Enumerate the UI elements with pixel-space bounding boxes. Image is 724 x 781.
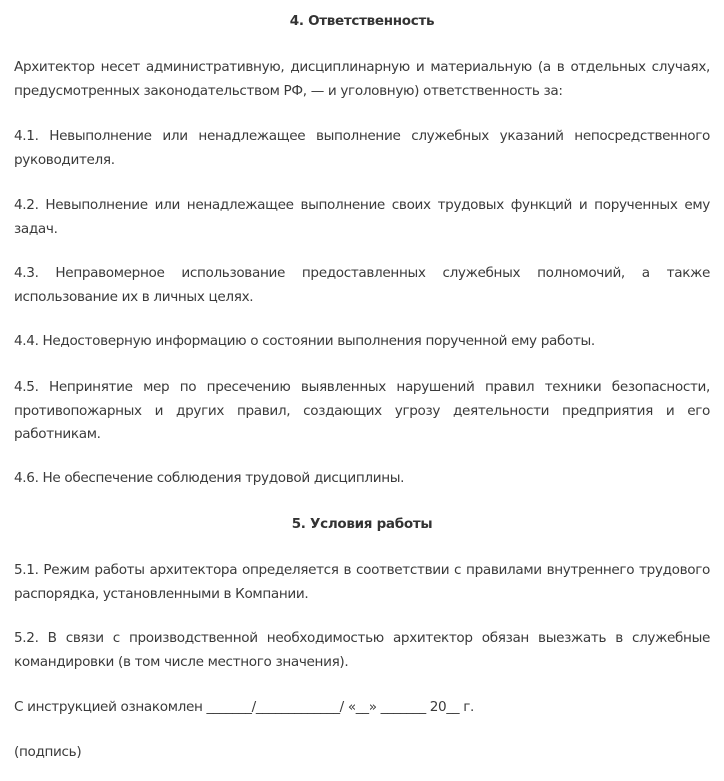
clause-4-5: 4.5. Непринятие мер по пресечению выявленных нарушений правил техники безопасности, противопожарных и других правил, создающих угрозу деятельности предприятия и его работникам. (14, 379, 710, 442)
section-4-intro: Архитектор несет административную, дисциплинарную и материальную (а в отдельных случаях, предусмотренных законодательством РФ, — и уголовную) ответственность за: (14, 59, 710, 99)
section-5-title: 5. Условия работы (291, 516, 433, 532)
clause-5-2: 5.2. В связи с производственной необходимостью архитектор обязан выезжать в служебные командировки (в том числе местного значения). (14, 630, 710, 670)
clause-4-6: 4.6. Не обеспечение соблюдения трудовой дисциплины. (14, 470, 405, 486)
signature-note: (подпись) (14, 744, 82, 760)
acknowledgement-line: С инструкцией ознакомлен _______/_____________/ «__» _______ 20__ г. (14, 699, 474, 715)
clause-4-3: 4.3. Неправомерное использование предоставленных служебных полномочий, а также использование их в личных целях. (14, 265, 710, 305)
clause-4-1: 4.1. Невыполнение или ненадлежащее выполнение служебных указаний непосредственного руководителя. (14, 128, 710, 168)
clause-4-4: 4.4. Недостоверную информацию о состоянии выполнения порученной ему работы. (14, 333, 595, 349)
section-4-title: 4. Ответственность (289, 13, 435, 29)
clause-4-2: 4.2. Невыполнение или ненадлежащее выполнение своих трудовых функций и порученных ему задач. (14, 197, 710, 237)
clause-5-1: 5.1. Режим работы архитектора определяется в соответствии с правилами внутреннего трудового распорядка, установленными в Компании. (14, 562, 710, 602)
